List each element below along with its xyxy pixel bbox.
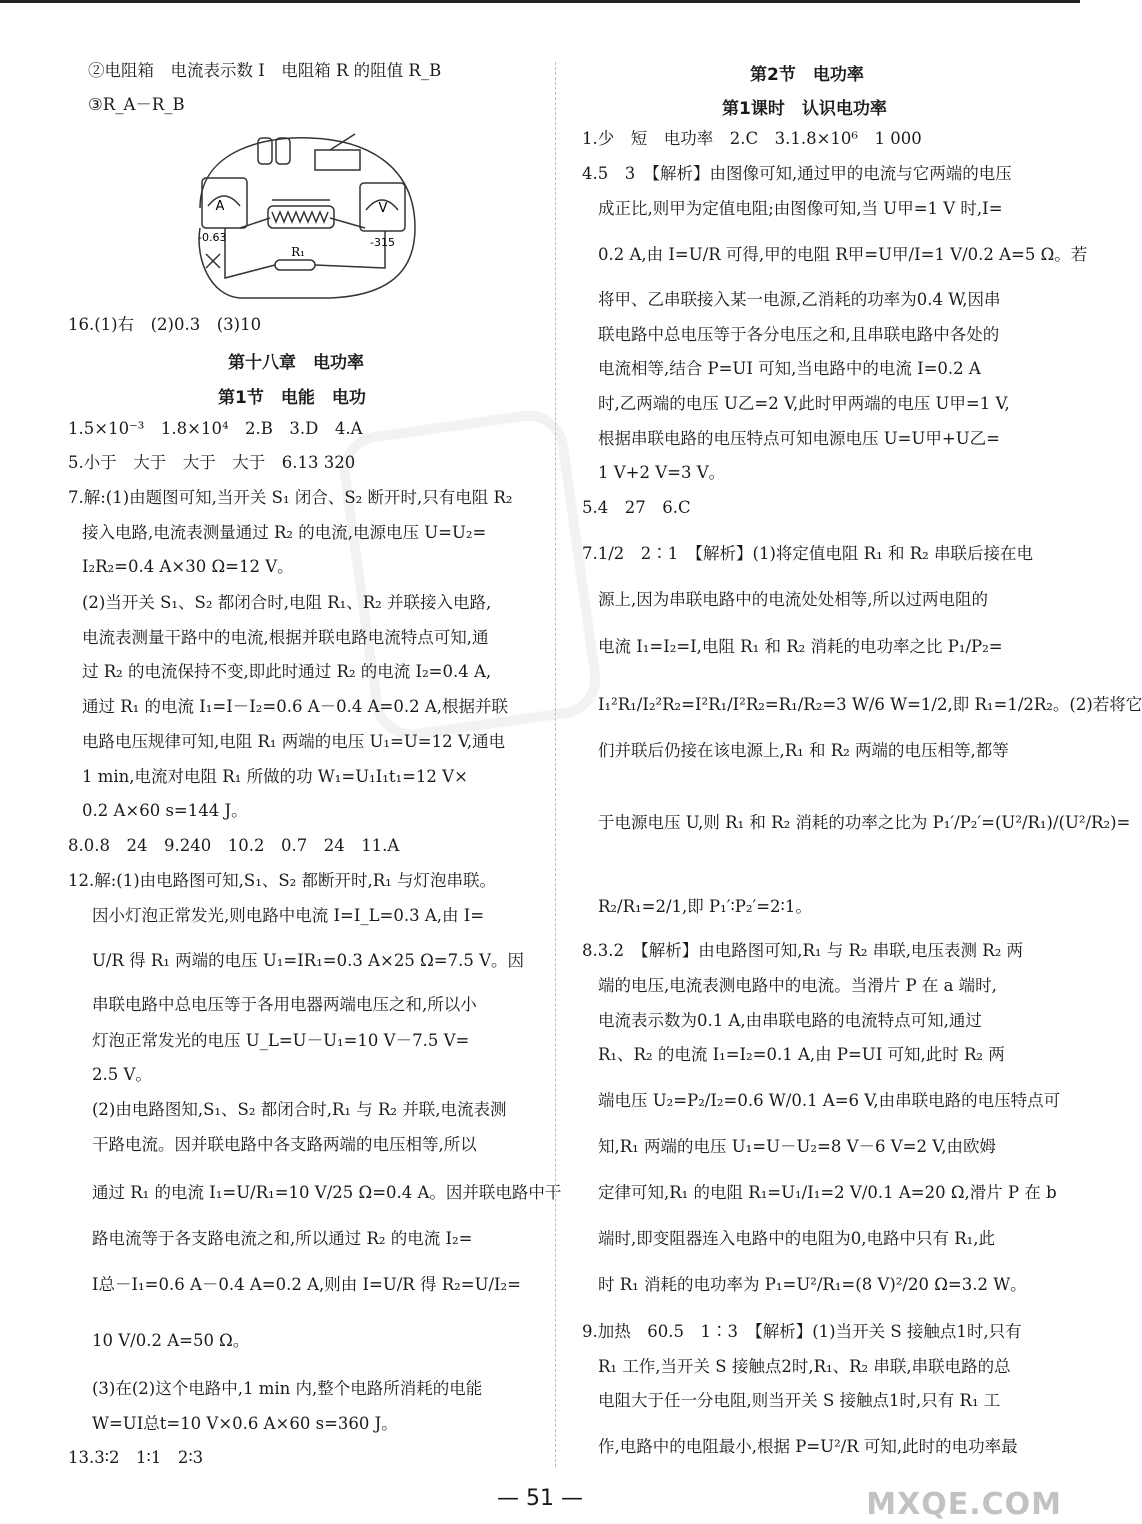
answer-line: 通过 R₁ 的电流 I₁=U/R₁=10 V/25 Ω=0.4 A。因并联电路中干 <box>92 1183 562 1202</box>
answer-line: 7.解:(1)由题图可知,当开关 S₁ 闭合、S₂ 断开时,只有电阻 R₂ <box>68 488 513 507</box>
answer-line: I₂R₂=0.4 A×30 Ω=12 V。 <box>82 557 294 576</box>
ammeter-label: A <box>215 199 225 214</box>
answer-line: 通过 R₁ 的电流 I₁=I－I₂=0.6 A－0.4 A=0.2 A,根据并联 <box>82 697 508 716</box>
answer-line: 2.5 V。 <box>92 1065 152 1084</box>
answer-line: 8.3.2 【解析】由电路图可知,R₁ 与 R₂ 串联,电压表测 R₂ 两 <box>582 941 1024 960</box>
answer-line: 知,R₁ 两端的电压 U₁=U－U₂=8 V－6 V=2 V,由欧姆 <box>598 1137 997 1156</box>
column-divider <box>555 62 556 1467</box>
q16-line: 16.(1)右 (2)0.3 (3)10 <box>68 315 262 334</box>
answer-line: 1 min,电流对电阻 R₁ 所做的功 W₁=U₁I₁t₁=12 V× <box>82 767 468 786</box>
section-title: 第1节 电能 电功 <box>218 388 366 408</box>
answer-line: 将甲、乙串联接入某一电源,乙消耗的功率为0.4 W,因串 <box>598 290 1001 309</box>
voltmeter-terminals: -315 <box>370 236 395 249</box>
answer-line: 电阻大于任一分电阻,则当开关 S 接触点1时,只有 R₁ 工 <box>598 1391 1001 1410</box>
section-title: 第2节 电功率 <box>750 65 864 85</box>
answer-line: 电流相等,结合 P=UI 可知,当电路中的电流 I=0.2 A <box>598 359 981 378</box>
answer-line: 10 V/0.2 A=50 Ω。 <box>92 1331 250 1350</box>
page-number: — 51 — <box>497 1486 583 1511</box>
answer-line: 电流表示数为0.1 A,由串联电路的电流特点可知,通过 <box>598 1011 982 1030</box>
lesson-title: 第1课时 认识电功率 <box>722 99 887 119</box>
answer-line: 灯泡正常发光的电压 U_L=U－U₁=10 V－7.5 V= <box>92 1031 470 1050</box>
answer-line: I₁²R₁/I₂²R₂=I²R₁/I²R₂=R₁/R₂=3 W/6 W=1/2,即 R₁=1/2R₂。(2)若将它 <box>598 695 1142 714</box>
answer-line: 们并联后仍接在该电源上,R₁ 和 R₂ 两端的电压相等,都等 <box>598 741 1009 760</box>
answer-line: 8.0.8 24 9.240 10.2 0.7 24 11.A <box>68 836 400 855</box>
answer-line: 于电源电压 U,则 R₁ 和 R₂ 消耗的功率之比为 P₁′/P₂′=(U²/R₁)/(U²/R₂)= <box>598 813 1131 832</box>
answer-line: 电路电压规律可知,电阻 R₁ 两端的电压 U₁=U=12 V,通电 <box>82 732 506 751</box>
answer-line: 1 V+2 V=3 V。 <box>598 463 726 482</box>
answer-line: 成正比,则甲为定值电阻;由图像可知,当 U甲=1 V 时,I= <box>598 199 1003 218</box>
resistor-label: R₁ <box>291 245 305 259</box>
voltmeter-label: V <box>378 201 388 216</box>
answer-line: 电流表测量干路中的电流,根据并联电路电流特点可知,通 <box>82 628 489 647</box>
answer-line: 作,电路中的电阻最小,根据 P=U²/R 可知,此时的电功率最 <box>598 1437 1018 1456</box>
answer-line: 串联电路中总电压等于各用电器两端电压之和,所以小 <box>92 995 477 1014</box>
chapter-title: 第十八章 电功率 <box>228 353 364 373</box>
answer-line: 端时,即变阻器连入电路中的电阻为0,电路中只有 R₁,此 <box>598 1229 996 1248</box>
text-line: ②电阻箱 电流表示数 I 电阻箱 R 的阻值 R_B <box>88 61 442 80</box>
answer-line: 13.3∶2 1∶1 2∶3 <box>68 1448 204 1467</box>
text-line: ③R_A－R_B <box>88 95 185 114</box>
answer-line: 4.5 3 【解析】由图像可知,通过甲的电流与它两端的电压 <box>582 164 1012 183</box>
answer-line: 9.加热 60.5 1∶3 【解析】(1)当开关 S 接触点1时,只有 <box>582 1322 1022 1341</box>
top-rule <box>0 0 1080 3</box>
answer-line: 因小灯泡正常发光,则电路中电流 I=I_L=0.3 A,由 I= <box>92 906 485 925</box>
answer-line: W=UI总t=10 V×0.6 A×60 s=360 J。 <box>92 1414 398 1433</box>
answer-line: 根据串联电路的电压特点可知电源电压 U=U甲+U乙= <box>598 429 1000 448</box>
answer-line: R₁、R₂ 的电流 I₁=I₂=0.1 A,由 P=UI 可知,此时 R₂ 两 <box>598 1045 1005 1064</box>
answer-line: R₁ 工作,当开关 S 接触点2时,R₁、R₂ 串联,串联电路的总 <box>598 1357 1011 1376</box>
answer-line: I总－I₁=0.6 A－0.4 A=0.2 A,则由 I=U/R 得 R₂=U/I₂= <box>92 1275 521 1294</box>
answer-line: R₂/R₁=2/1,即 P₁′∶P₂′=2∶1。 <box>598 897 812 916</box>
answer-line: 端的电压,电流表测电路中的电流。当滑片 P 在 a 端时, <box>598 976 997 995</box>
answer-line: 联电路中总电压等于各分电压之和,且串联电路中各处的 <box>598 325 1000 344</box>
answer-line: (2)当开关 S₁、S₂ 都闭合时,电阻 R₁、R₂ 并联接入电路, <box>82 593 492 612</box>
circuit-diagram <box>180 128 430 303</box>
answer-line: 路电流等于各支路电流之和,所以通过 R₂ 的电流 I₂= <box>92 1229 473 1248</box>
answer-line: 5.小于 大于 大于 大于 6.13 320 <box>68 453 356 472</box>
answer-line: 过 R₂ 的电流保持不变,即此时通过 R₂ 的电流 I₂=0.4 A, <box>82 662 492 681</box>
answer-line: 时 R₁ 消耗的电功率为 P₁=U²/R₁=(8 V)²/20 Ω=3.2 W。 <box>598 1275 1027 1294</box>
answer-line: 电流 I₁=I₂=I,电阻 R₁ 和 R₂ 消耗的电功率之比 P₁/P₂= <box>598 637 1003 656</box>
ammeter-terminals: -0.63 <box>198 231 227 244</box>
faint-stamp-mark <box>335 406 606 745</box>
answer-line: 0.2 A,由 I=U/R 可得,甲的电阻 R甲=U甲/I=1 V/0.2 A=5 Ω。若 <box>598 245 1088 264</box>
answer-line: 12.解:(1)由电路图可知,S₁、S₂ 都断开时,R₁ 与灯泡串联。 <box>68 871 497 890</box>
answer-line: 1.少 短 电功率 2.C 3.1.8×10⁶ 1 000 <box>582 129 922 148</box>
answer-line: 接入电路,电流表测量通过 R₂ 的电流,电源电压 U=U₂= <box>82 523 487 542</box>
answer-line: 0.2 A×60 s=144 J。 <box>82 801 248 820</box>
answer-line: (3)在(2)这个电路中,1 min 内,整个电路所消耗的电能 <box>92 1379 483 1398</box>
answer-line: U/R 得 R₁ 两端的电压 U₁=IR₁=0.3 A×25 Ω=7.5 V。因 <box>92 951 525 970</box>
answer-line: 时,乙两端的电压 U乙=2 V,此时甲两端的电压 U甲=1 V, <box>598 394 1010 413</box>
answer-line: 7.1/2 2∶1 【解析】(1)将定值电阻 R₁ 和 R₂ 串联后接在电 <box>582 544 1033 563</box>
answer-line: 干路电流。因并联电路中各支路两端的电压相等,所以 <box>92 1135 477 1154</box>
answer-line: 端电压 U₂=P₂/I₂=0.6 W/0.1 A=6 V,由串联电路的电压特点可 <box>598 1091 1061 1110</box>
answer-line: (2)由电路图知,S₁、S₂ 都闭合时,R₁ 与 R₂ 并联,电流表测 <box>92 1100 507 1119</box>
answer-line: 定律可知,R₁ 的电阻 R₁=U₁/I₁=2 V/0.1 A=20 Ω,滑片 P 在 b <box>598 1183 1057 1202</box>
answer-line: 5.4 27 6.C <box>582 498 691 517</box>
watermark-logo: MXQE.COM <box>866 1487 1062 1522</box>
answer-line: 1.5×10⁻³ 1.8×10⁴ 2.B 3.D 4.A <box>68 419 363 438</box>
answer-line: 源上,因为串联电路中的电流处处相等,所以过两电阻的 <box>598 590 988 609</box>
